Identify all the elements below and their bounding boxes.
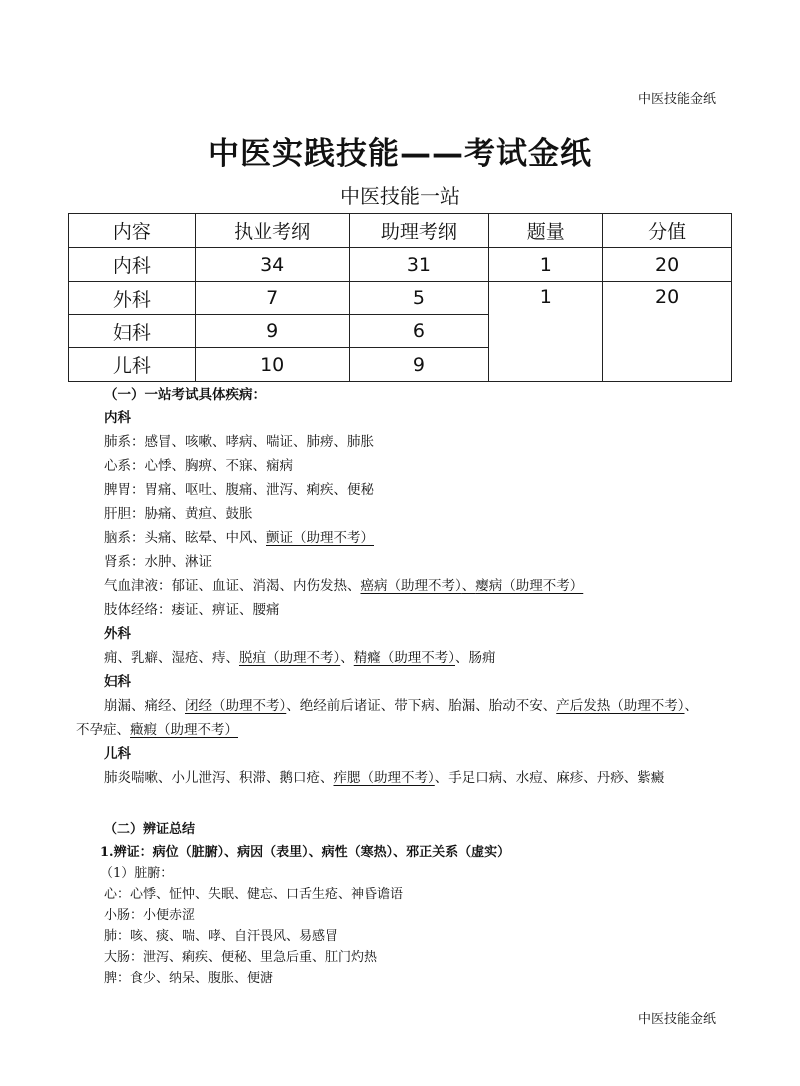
section-heading: （二）辨证总结 [104, 822, 196, 837]
row-exec: 34 [195, 248, 349, 282]
disease-line: 脾胃：胃痛、呕吐、腹痛、泄泻、痢疾、便秘 [104, 482, 374, 498]
table-header-row [69, 214, 732, 248]
text: 癌病（助理不考） [360, 578, 462, 594]
row-name: 内科 [69, 248, 196, 282]
excluded-note: 闭经（助理不考） [185, 698, 287, 714]
text: 、绝经前后诸证、带下病、胎漏、胎动不安、 [286, 698, 557, 714]
text: 、 [461, 578, 476, 594]
syndrome-definition: 1.辨证：病位（脏腑）、病因（表里）、病性（寒热）、邪正关系（虚实） [100, 845, 511, 860]
disease-line [104, 526, 744, 550]
category-neike: 内科 [104, 410, 131, 426]
text: 崩漏、痛经、 [104, 698, 185, 714]
text: 肺炎喘嗽、小儿泄泻、积滞、鹅口疮、 [104, 770, 334, 786]
header-assist-syllabus: 助理考纲 [349, 214, 489, 248]
exam-table [68, 213, 732, 382]
organ-item: 心：心悸、怔忡、失眠、健忘、口舌生疮、神昏谵语 [104, 887, 404, 902]
text: 痈、乳癖、湿疮、痔、 [104, 650, 239, 666]
row-name: 儿科 [69, 348, 196, 382]
group2-score: 20 [603, 282, 732, 382]
disease-line [104, 574, 744, 598]
excluded-note: 产后发热（助理不考） [556, 698, 685, 714]
table-row [69, 248, 732, 282]
row-assist: 31 [349, 248, 489, 282]
disease-line: 心系：心悸、胸痹、不寐、痫病 [104, 458, 293, 474]
organ-item: 脾：食少、纳呆、腹胀、便溏 [104, 971, 274, 986]
disease-line: 肾系：水肿、淋证 [104, 554, 212, 570]
disease-line: 肺系：感冒、咳嗽、哮病、喘证、肺痨、肺胀 [104, 434, 374, 450]
excluded-note: 颤证（助理不考） [266, 530, 374, 546]
disease-line [76, 718, 744, 742]
text: 瘿病（助理不考） [475, 578, 584, 594]
header-note: 中医技能金纸 [637, 92, 716, 107]
excluded-note: 脱疽（助理不考） [239, 650, 341, 666]
text: 、 [684, 698, 698, 714]
row-name: 妇科 [69, 315, 196, 348]
organ-item: 肺：咳、痰、喘、哮、自汗畏风、易感冒 [104, 929, 339, 944]
disease-line: 肢体经络：痿证、痹证、腰痛 [104, 602, 280, 618]
section-diseases [76, 384, 744, 790]
row-exec: 9 [195, 315, 349, 348]
organ-item: 小肠：小便赤涩 [104, 908, 196, 923]
disease-line: 肝胆：胁痛、黄疸、鼓胀 [104, 506, 253, 522]
group1-count: 1 [489, 248, 603, 282]
header-question-count: 题量 [489, 214, 603, 248]
text: 气血津液：郁证、血证、消渴、内伤发热、 [104, 578, 361, 594]
disease-line [104, 694, 744, 718]
excluded-note: 精癃（助理不考） [353, 650, 455, 666]
section-heading: （一）一站考试具体疾病： [104, 387, 266, 403]
table-row [69, 282, 732, 315]
excluded-note: 痄腮（助理不考） [333, 770, 435, 786]
disease-line [104, 646, 744, 670]
text: 不孕症、 [76, 722, 130, 738]
row-exec: 7 [195, 282, 349, 315]
excluded-note: 癥瘕（助理不考） [130, 722, 238, 738]
text: 、 [340, 650, 354, 666]
header-exec-syllabus: 执业考纲 [195, 214, 349, 248]
text: 、手足口病、水痘、麻疹、丹痧、紫癜 [434, 770, 665, 786]
disease-line [104, 766, 744, 790]
text: 、肠痈 [455, 650, 496, 666]
row-exec: 10 [195, 348, 349, 382]
page-title: 中医实践技能——考试金纸 [208, 136, 592, 172]
row-name: 外科 [69, 282, 196, 315]
organ-item: 大肠：泄泻、痢疾、便秘、里急后重、肛门灼热 [104, 950, 378, 965]
category-fuke: 妇科 [104, 674, 131, 690]
section-syndrome [100, 818, 744, 989]
organ-heading: （1）脏腑： [100, 866, 174, 881]
page-subtitle: 中医技能一站 [340, 184, 460, 208]
header-content: 内容 [69, 214, 196, 248]
text: 脑系：头痛、眩晕、中风、 [104, 530, 266, 546]
group2-count: 1 [489, 282, 603, 382]
category-waike: 外科 [104, 626, 131, 642]
row-assist: 9 [349, 348, 489, 382]
category-erke: 儿科 [104, 746, 131, 762]
excluded-note [361, 578, 584, 594]
footer-note: 中医技能金纸 [637, 1012, 716, 1027]
header-score: 分值 [603, 214, 732, 248]
row-assist: 6 [349, 315, 489, 348]
row-assist: 5 [349, 282, 489, 315]
group1-score: 20 [603, 248, 732, 282]
